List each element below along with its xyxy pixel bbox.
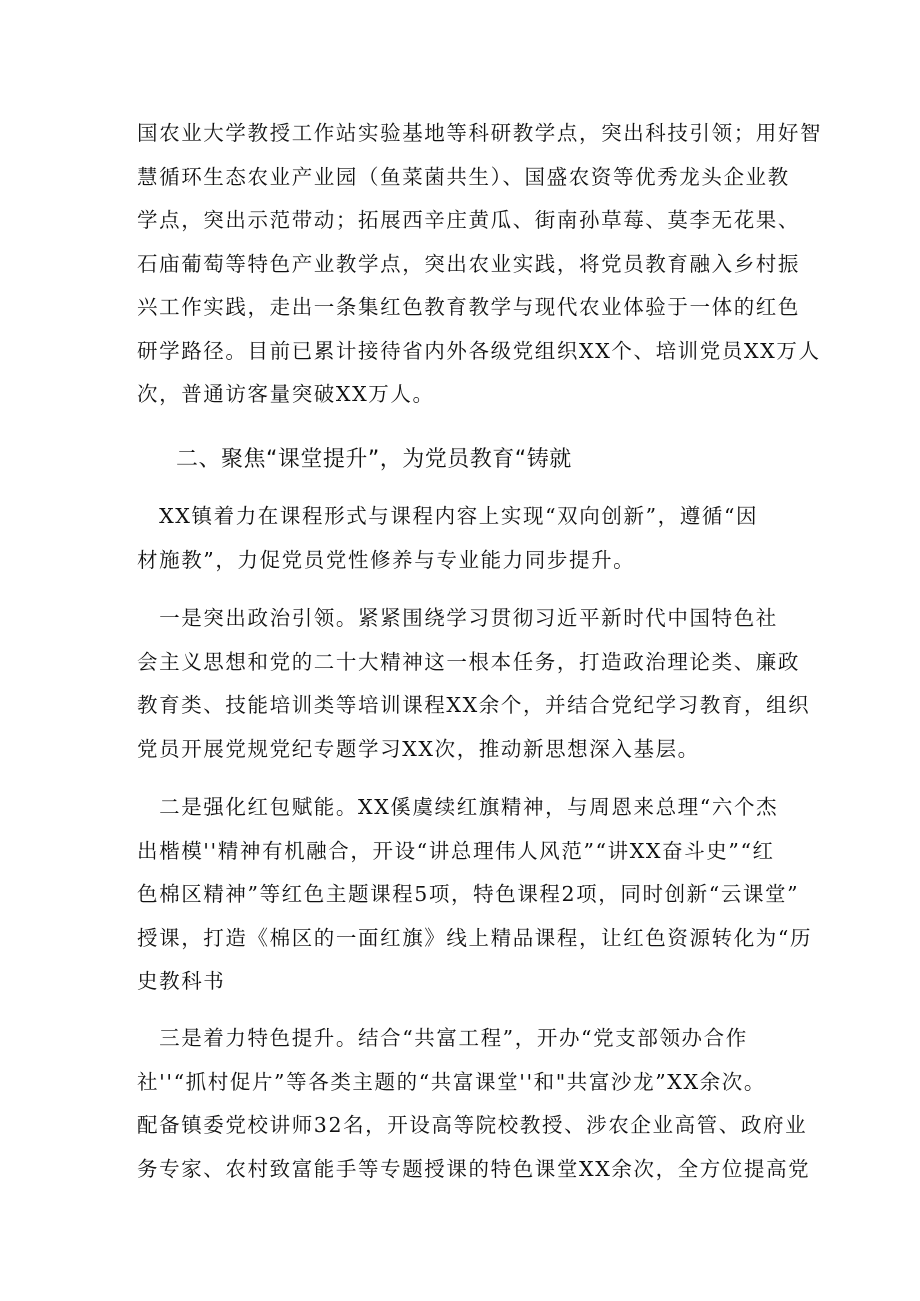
text-line: 务专家、农村致富能手等专题授课的特色课堂XX余次，全方位提高党 <box>137 1156 811 1181</box>
text-line: 国农业大学教授工作站实验基地等科研教学点，突出科技引领；用好智 <box>137 121 823 145</box>
text-line: 学点，突出示范带动；拓展西辛庄黄瓜、街南孙草莓、莫李无花果、 <box>137 208 800 232</box>
text-line: XX镇着力在课程形式与课程内容上实现“双向创新”，遵循“因 <box>137 504 759 528</box>
paragraph-red-empowerment <box>137 786 813 1004</box>
text-line: 慧循环生态农业产业园（鱼菜菌共生）、国盛农资等优秀龙头企业教 <box>137 164 790 189</box>
text-line: 授课，打造《棉区的一面红旗》线上精品课程，让红色资源转化为“历 <box>137 925 813 950</box>
text-line: 配备镇委党校讲师32名，开设高等院校教授、涉农企业高管、政府业 <box>137 1113 808 1137</box>
text-line: 二是强化红包赋能。XX傒虞续红旗精神，与周恩来总理“六个杰 <box>137 795 779 819</box>
paragraph-political-guidance <box>137 597 811 771</box>
paragraph-feature-upgrade <box>137 1017 811 1191</box>
text-line: 石庙葡萄等特色产业教学点，突出农业实践，将党员教育融入乡村振 <box>137 251 800 276</box>
paragraph-lead <box>137 495 797 582</box>
text-line: 三是着力特色提升。结合“共富工程”，开办“党支部领办合作 <box>137 1026 748 1050</box>
section-heading: 二、聚焦“课堂提升”，为党员教育“铸就 <box>176 447 572 472</box>
text-line: 出楷模''精神有机融合，开设“讲总理伟人风范”“讲XX奋斗史”“红 <box>137 838 775 863</box>
paragraph-intro <box>137 112 823 417</box>
text-line: 党员开展党规党纪专题学习XX次，推动新思想深入基层。 <box>137 736 700 761</box>
text-line: 社''“抓村促片”等各类主题的“共富课堂''和"共富沙龙”XX余次。 <box>137 1069 766 1094</box>
text-line: 史教科书 <box>137 969 226 993</box>
text-line: 色棉区精神”等红色主题课程5项，特色课程2项，同时创新“云课堂” <box>137 882 800 906</box>
text-line: 一是突出政治引领。紧紧围绕学习贯彻习近平新时代中国特色社 <box>137 606 778 630</box>
text-line: 次，普通访客量突破XX万人。 <box>137 382 435 406</box>
text-line: 教育类、技能培训类等培训课程XX余个，并结合党纪学习教育，组织 <box>137 693 811 717</box>
text-line: 材施教”，力促党员党性修养与专业能力同步提升。 <box>137 547 636 572</box>
text-line: 会主义思想和党的二十大精神这一根本任务，打造政治理论类、廉政 <box>137 649 800 674</box>
text-line: 研学路径。目前已累计接待省内外各级党组织XX个、培训党员XX万人 <box>137 338 821 363</box>
text-line: 兴工作实践，走出一条集红色教育教学与现代农业体验于一体的红色 <box>137 295 800 319</box>
